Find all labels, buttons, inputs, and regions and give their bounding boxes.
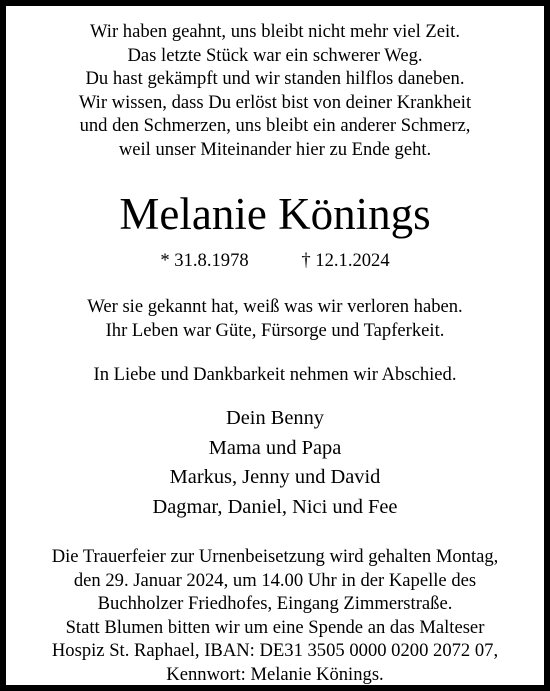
tribute: [6, 295, 544, 342]
funeral-service-info: [6, 545, 544, 687]
death-date: † 12.1.2024: [301, 250, 390, 271]
poem-line: weil unser Miteinander hier zu Ende geht.: [118, 138, 432, 160]
farewell-text: In Liebe und Dankbarkeit nehmen wir Abschied.: [93, 364, 457, 385]
tribute-line: Ihr Leben war Güte, Fürsorge und Tapferkeit.: [105, 319, 445, 341]
poem-line: Das letzte Stück war ein schwerer Weg.: [127, 44, 423, 66]
poem: [6, 20, 544, 162]
mourner: Dagmar, Daniel, Nici und Fee: [152, 495, 398, 518]
mourner: Dein Benny: [226, 407, 324, 429]
tribute-line: Wer sie gekannt hat, weiß was wir verloren haben.: [87, 296, 463, 317]
poem-line: Du hast gekämpft und wir standen hilflos daneben.: [85, 68, 465, 90]
service-line: Statt Blumen bitten wir um eine Spende an das Malteser: [65, 616, 485, 638]
service-line: Hospiz St. Raphael, IBAN: DE31 3505 0000 0200 2072 07,: [51, 640, 499, 662]
mourners-list: [6, 404, 544, 522]
poem-line: Wir wissen, dass Du erlöst bist von deiner Krankheit: [78, 91, 472, 113]
service-line: Kennwort: Melanie Könings.: [166, 663, 384, 685]
deceased-name: Melanie Könings: [119, 189, 431, 239]
service-line: den 29. Januar 2024, um 14.00 Uhr in der Kapelle des: [73, 569, 477, 591]
poem-line: und den Schmerzen, uns bleibt ein anderer Schmerz,: [79, 115, 471, 137]
birth-date: * 31.8.1978: [160, 250, 249, 271]
mourner: Mama und Papa: [208, 436, 342, 459]
service-line: Die Trauerfeier zur Urnenbeisetzung wird gehalten Montag,: [51, 546, 499, 567]
poem-line: Wir haben geahnt, uns bleibt nicht mehr viel Zeit.: [90, 21, 460, 42]
life-dates: [6, 249, 544, 273]
service-line: Buchholzer Friedhofes, Eingang Zimmerstraße.: [97, 593, 453, 615]
mourner: Markus, Jenny und David: [169, 466, 381, 488]
